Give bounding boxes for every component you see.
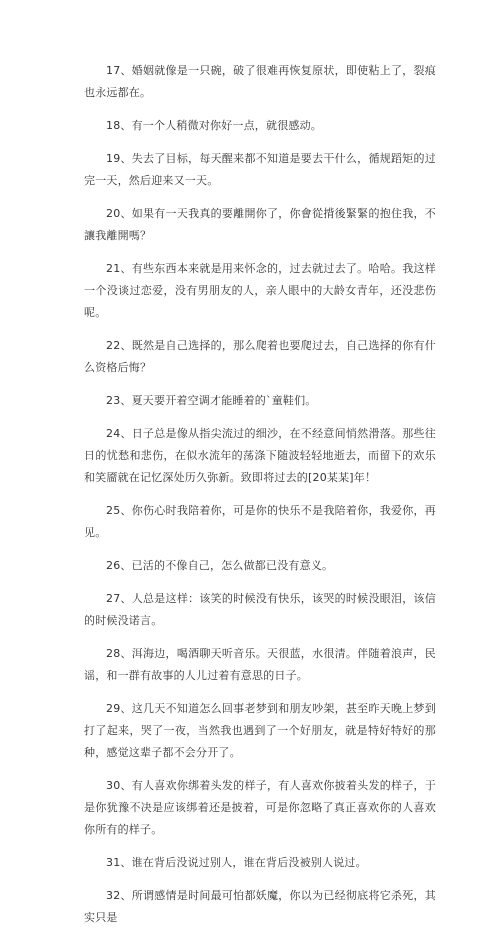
paragraph-28: 28、洱海边，喝酒聊天听音乐。天很蓝，水很清。伴随着浪声，民谣，和一群有故事的人儿过着有意思的日子。	[84, 647, 436, 682]
paragraph-18: 18、有一个人稍微对你好一点，就很感动。	[106, 119, 322, 132]
paragraph-32: 32、所谓感情是时间最可怕都妖魔，你以为已经彻底将它杀死，其实只是	[84, 889, 436, 924]
paragraph-22: 22、既然是自己选择的，那么爬着也要爬过去，自己选择的你有什么资格后悔？	[84, 339, 436, 374]
paragraph-31: 31、谁在背后没说过别人，谁在背后没被别人说过。	[106, 856, 367, 869]
paragraph-26: 26、已活的不像自己，怎么做都已没有意义。	[106, 559, 334, 572]
paragraph-17: 17、婚姻就像是一只碗，破了很难再恢复原状，即使粘上了，裂痕也永远都在。	[84, 64, 436, 99]
paragraph-19: 19、失去了目标，每天醒来都不知道是要去干什么，循规蹈矩的过完一天，然后迎来又一天。	[84, 152, 436, 187]
paragraph-29: 29、这几天不知道怎么回事老梦到和朋友吵架，甚至昨天晚上梦到打了起来，哭了一夜，当然我也遇到了一个好朋友，就是特好特好的那种，感觉这辈子都不会分开了。	[84, 702, 436, 759]
paragraph-27: 27、人总是这样：该笑的时候没有快乐，该哭的时候没眼泪，该信的时候没诺言。	[84, 592, 436, 627]
paragraph-20: 20、如果有一天我真的要離開你了，你會從揹後緊緊的抱住我，不讓我離開嗎？	[84, 207, 436, 242]
paragraph-30: 30、有人喜欢你绑着头发的样子，有人喜欢你披着头发的样子，于是你犹豫不决是应该绑着还是披着，可是你忽略了真正喜欢你的人喜欢你所有的样子。	[84, 779, 436, 836]
paragraph-25: 25、你伤心时我陪着你，可是你的快乐不是我陪着你，我爱你，再见。	[84, 504, 436, 539]
paragraph-24: 24、日子总是像从指尖流过的细沙，在不经意间悄然滑落。那些往日的忧愁和悲伤，在似水流年的荡涤下随波轻轻地逝去，而留下的欢乐和笑靥就在记忆深处历久弥新。致即将过去的[20某某]年！	[84, 427, 436, 484]
paragraph-21: 21、有些东西本来就是用来怀念的，过去就过去了。哈哈。我这样一个没谈过恋爱，没有男朋友的人，亲人眼中的大龄女青年，还没悲伤呢。	[84, 262, 436, 319]
paragraph-23: 23、夏天要开着空调才能睡着的`童鞋们。	[106, 394, 317, 407]
